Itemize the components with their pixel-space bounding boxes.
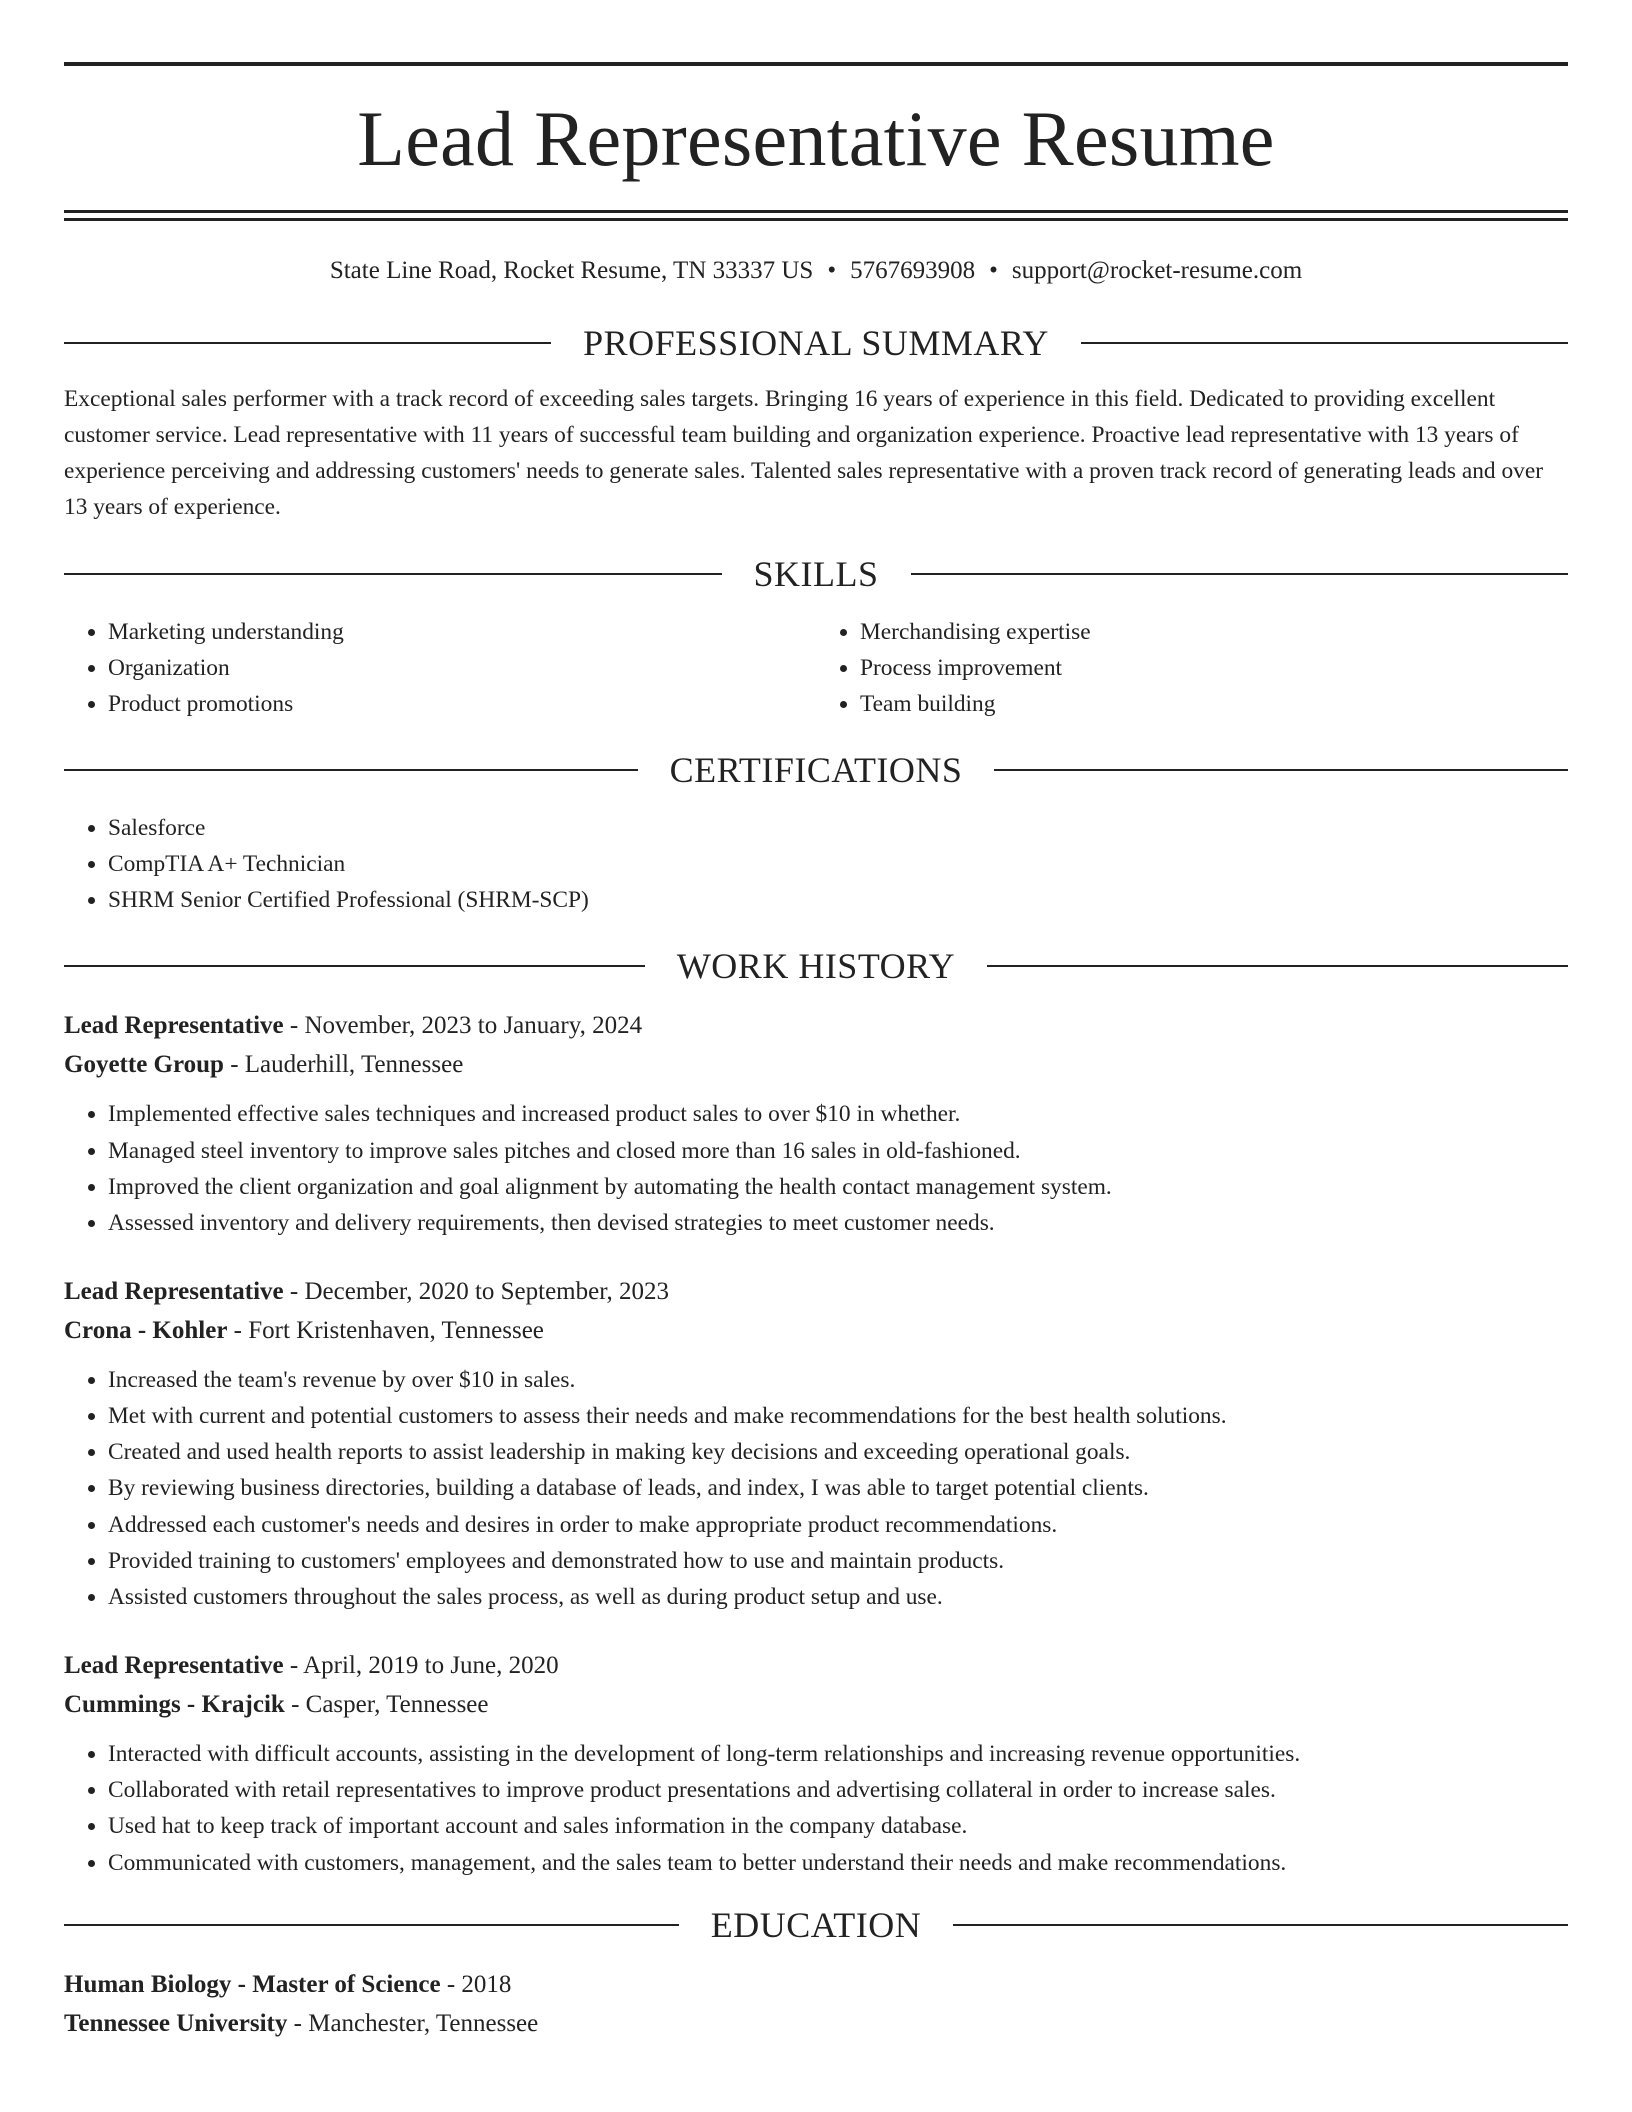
education-entry bbox=[64, 1965, 1568, 2043]
skill-item: • Marketing understanding bbox=[108, 614, 816, 650]
job-bullet: • Met with current and potential customers to assess their needs and make recommendations for the best health solutions. bbox=[108, 1398, 1568, 1434]
job-company-line: Crona - Kohler - Fort Kristenhaven, Tennessee bbox=[64, 1316, 544, 1344]
resume-title: Lead Representative Resume bbox=[357, 95, 1275, 182]
contact-phone: 5767693908 bbox=[850, 257, 976, 284]
skills-column-right bbox=[816, 614, 1568, 722]
job-title-line: Lead Representative - December, 2020 to September, 2023 bbox=[64, 1277, 670, 1305]
divider-line bbox=[64, 1924, 679, 1926]
certification-item: • SHRM Senior Certified Professional (SHRM-SCP) bbox=[108, 882, 1568, 918]
work-history-heading: WORK HISTORY bbox=[676, 946, 956, 987]
job-company: Crona - Kohler bbox=[64, 1316, 228, 1344]
job-location: Fort Kristenhaven, Tennessee bbox=[248, 1316, 544, 1344]
education-section-header bbox=[64, 1899, 1568, 1951]
job-bullet: • Increased the team's revenue by over $10 in sales. bbox=[108, 1362, 1568, 1398]
job-entry bbox=[64, 1646, 1568, 1881]
job-title: Lead Representative bbox=[64, 1012, 284, 1040]
bullet-separator: • bbox=[989, 257, 998, 284]
skill-item: • Merchandising expertise bbox=[860, 614, 1568, 650]
job-company: Cummings - Krajcik bbox=[64, 1690, 285, 1718]
contact-email: support@rocket-resume.com bbox=[1011, 257, 1303, 284]
skills-list bbox=[64, 614, 1568, 722]
divider-line bbox=[64, 965, 645, 967]
certification-item: • Salesforce bbox=[108, 810, 1568, 846]
job-bullet: • Managed steel inventory to improve sales pitches and closed more than 16 sales in old-fashioned. bbox=[108, 1133, 1568, 1169]
job-company: Goyette Group bbox=[64, 1051, 224, 1079]
job-entry bbox=[64, 1006, 1568, 1241]
job-bullet: • By reviewing business directories, building a database of leads, and index, I was able to target potential clients. bbox=[108, 1470, 1568, 1506]
education-school: Tennessee University bbox=[64, 2009, 288, 2037]
job-entry bbox=[64, 1272, 1568, 1616]
job-bullet: • Collaborated with retail representatives to improve product presentations and advertising collateral in order to increase sales. bbox=[108, 1772, 1568, 1808]
job-bullet: • Interacted with difficult accounts, assisting in the development of long-term relationships and increasing revenue opportunities. bbox=[108, 1736, 1568, 1772]
certifications-list bbox=[64, 810, 1568, 918]
skill-item: • Process improvement bbox=[860, 650, 1568, 686]
job-bullets bbox=[64, 1362, 1568, 1616]
work-history-section-header bbox=[64, 940, 1568, 992]
top-rule bbox=[64, 62, 1568, 66]
job-bullet: • Improved the client organization and goal alignment by automating the health contact management system. bbox=[108, 1169, 1568, 1205]
job-location: Casper, Tennessee bbox=[305, 1690, 489, 1718]
contact-address: State Line Road, Rocket Resume, TN 33337 US bbox=[329, 257, 814, 284]
skills-heading: SKILLS bbox=[753, 554, 879, 595]
bullet-separator: • bbox=[827, 257, 837, 284]
divider-line bbox=[64, 573, 722, 575]
job-bullet: • Assessed inventory and delivery requirements, then devised strategies to meet customer needs. bbox=[108, 1205, 1568, 1241]
skill-item: • Organization bbox=[108, 650, 816, 686]
education-location: Manchester, Tennessee bbox=[308, 2009, 539, 2037]
job-bullet: • Provided training to customers' employees and demonstrated how to use and maintain products. bbox=[108, 1543, 1568, 1579]
divider-line bbox=[911, 573, 1569, 575]
education-heading: EDUCATION bbox=[710, 1904, 922, 1945]
job-dates: December, 2020 to September, 2023 bbox=[304, 1277, 670, 1305]
job-bullet: • Implemented effective sales techniques and increased product sales to over $10 in whether. bbox=[108, 1096, 1568, 1132]
education-degree: Human Biology - Master of Science bbox=[64, 1970, 441, 1998]
job-company-line: Cummings - Krajcik - Casper, Tennessee bbox=[64, 1690, 489, 1718]
divider-line bbox=[953, 1924, 1568, 1926]
certification-item: • CompTIA A+ Technician bbox=[108, 846, 1568, 882]
resume-page bbox=[64, 0, 1568, 2043]
education-school-line: Tennessee University - Manchester, Tennessee bbox=[64, 2009, 539, 2037]
job-bullets bbox=[64, 1096, 1568, 1241]
job-bullet: • Communicated with customers, management, and the sales team to better understand their needs and make recommendations. bbox=[108, 1845, 1568, 1881]
job-title: Lead Representative bbox=[64, 1277, 284, 1305]
title-double-rule bbox=[64, 210, 1568, 221]
divider-line bbox=[994, 769, 1568, 771]
job-bullet: • Used hat to keep track of important account and sales information in the company database. bbox=[108, 1808, 1568, 1844]
job-company-line: Goyette Group - Lauderhill, Tennessee bbox=[64, 1051, 464, 1079]
education-year: 2018 bbox=[461, 1970, 512, 1998]
job-dates: November, 2023 to January, 2024 bbox=[304, 1012, 643, 1040]
summary-text: Exceptional sales performer with a track record of exceeding sales targets. Bringing 16 years of experience in this field. Dedicated to providing excellent customer service. Lead representative with 11 years of successful team building and organization experience. Proactive lead representative with 13 years of experience perceiving and addressing customers' needs to generate sales. Talented sales representative with a proven track record of generating leads and over 13 years of experience. bbox=[64, 386, 1544, 520]
job-title: Lead Representative bbox=[64, 1651, 284, 1679]
contact-line bbox=[64, 255, 1568, 287]
job-bullet: • Assisted customers throughout the sales process, as well as during product setup and use. bbox=[108, 1579, 1568, 1615]
divider-line bbox=[1081, 342, 1568, 344]
skill-item: • Team building bbox=[860, 686, 1568, 722]
certifications-section-header bbox=[64, 744, 1568, 796]
job-bullet: • Addressed each customer's needs and desires in order to make appropriate product recommendations. bbox=[108, 1507, 1568, 1543]
job-title-line: Lead Representative - April, 2019 to June, 2020 bbox=[64, 1651, 559, 1679]
job-dates: April, 2019 to June, 2020 bbox=[303, 1651, 559, 1679]
skills-column-left bbox=[64, 614, 816, 722]
skills-section-header bbox=[64, 548, 1568, 600]
job-bullets bbox=[64, 1736, 1568, 1881]
divider-line bbox=[64, 769, 638, 771]
summary-section-header bbox=[64, 317, 1568, 369]
skill-item: • Product promotions bbox=[108, 686, 816, 722]
job-title-line: Lead Representative - November, 2023 to January, 2024 bbox=[64, 1012, 643, 1040]
divider-line bbox=[64, 342, 551, 344]
job-location: Lauderhill, Tennessee bbox=[244, 1051, 464, 1079]
job-bullet: • Created and used health reports to assist leadership in making key decisions and exceeding operational goals. bbox=[108, 1434, 1568, 1470]
summary-heading: PROFESSIONAL SUMMARY bbox=[583, 323, 1049, 363]
certifications-heading: CERTIFICATIONS bbox=[669, 750, 963, 791]
divider-line bbox=[987, 965, 1568, 967]
education-degree-line: Human Biology - Master of Science - 2018 bbox=[64, 1970, 512, 1998]
